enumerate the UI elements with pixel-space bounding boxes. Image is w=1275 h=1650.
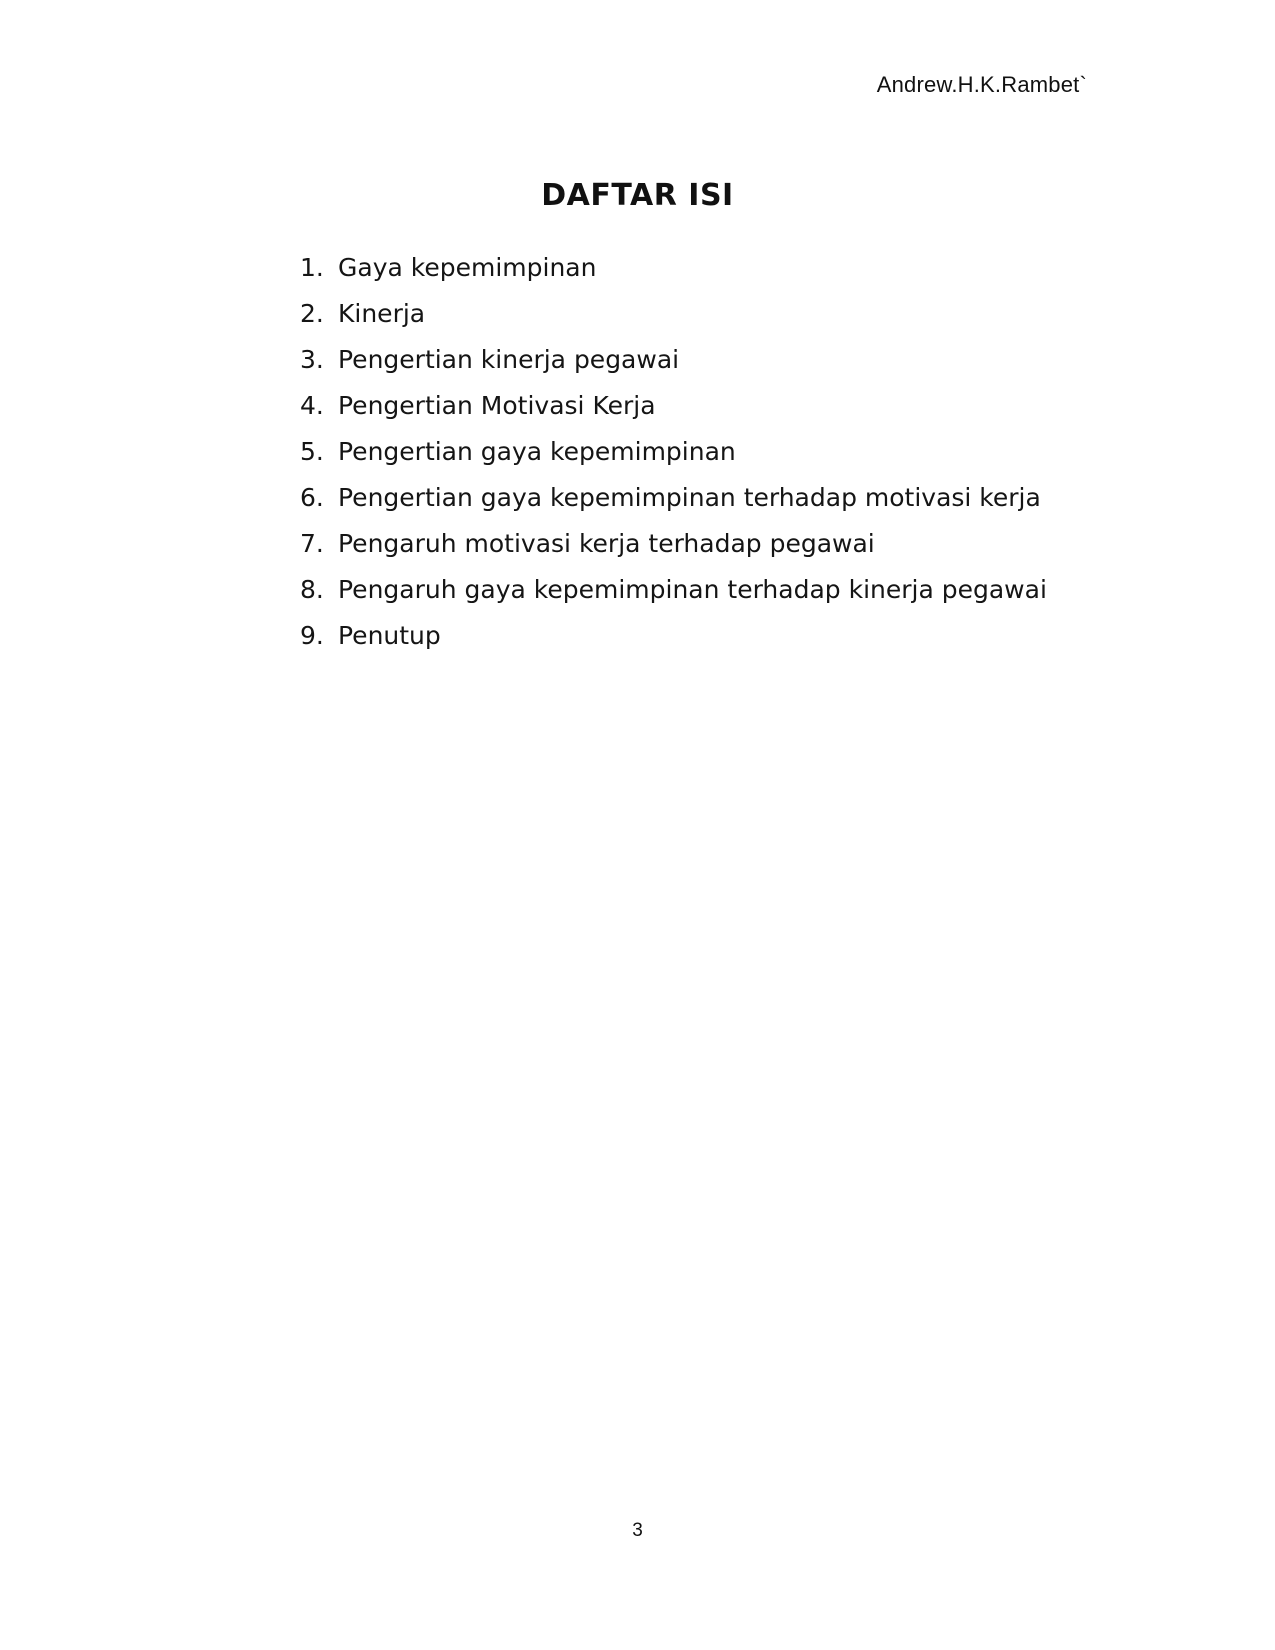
toc-item-label: Pengaruh gaya kepemimpinan terhadap kinerja pegawai	[338, 574, 1047, 604]
toc-item	[300, 474, 1047, 520]
toc-item	[300, 290, 1047, 336]
toc-item-number: 1.	[300, 252, 324, 282]
page-title: DAFTAR ISI	[541, 178, 734, 213]
toc-item-number: 9.	[300, 620, 324, 650]
toc-item	[300, 244, 1047, 290]
table-of-contents	[300, 244, 1047, 658]
toc-item	[300, 336, 1047, 382]
toc-item	[300, 612, 1047, 658]
toc-item	[300, 382, 1047, 428]
toc-item-label: Penutup	[338, 620, 441, 650]
toc-item-label: Pengertian gaya kepemimpinan terhadap motivasi kerja	[338, 482, 1041, 512]
toc-item-label: Pengertian gaya kepemimpinan	[338, 436, 736, 466]
toc-item-number: 4.	[300, 390, 324, 420]
toc-item-label: Gaya kepemimpinan	[338, 252, 597, 282]
toc-item	[300, 428, 1047, 474]
toc-item-number: 5.	[300, 436, 324, 466]
toc-item-number: 2.	[300, 298, 324, 328]
page-number: 3	[632, 1520, 643, 1541]
toc-item-label: Pengertian kinerja pegawai	[338, 344, 680, 374]
header-author: Andrew.H.K.Rambet`	[876, 72, 1087, 97]
toc-item-label: Pengertian Motivasi Kerja	[338, 390, 656, 420]
toc-item-label: Kinerja	[338, 298, 426, 328]
toc-item-number: 6.	[300, 482, 324, 512]
toc-item-number: 7.	[300, 528, 324, 558]
toc-item-label: Pengaruh motivasi kerja terhadap pegawai	[338, 528, 875, 558]
toc-item	[300, 520, 1047, 566]
toc-item-number: 8.	[300, 574, 324, 604]
toc-item-number: 3.	[300, 344, 324, 374]
toc-item	[300, 566, 1047, 612]
